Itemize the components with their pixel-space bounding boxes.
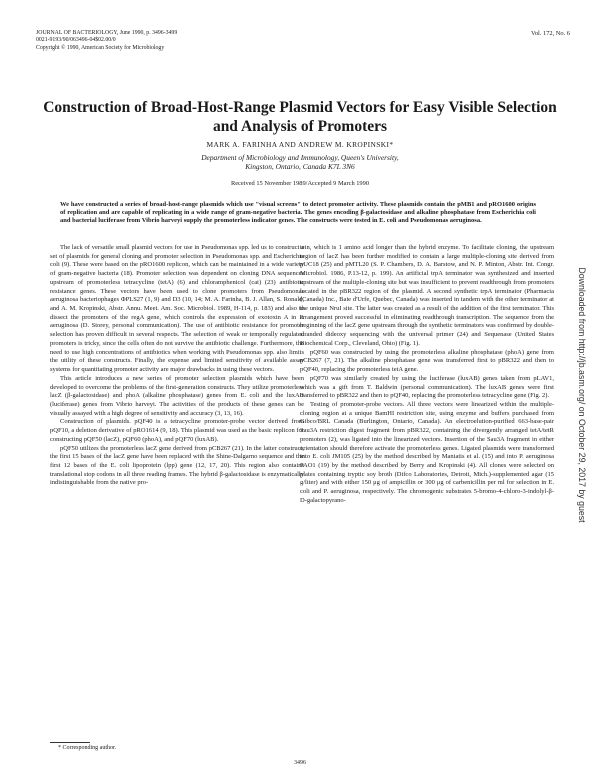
body-paragraph: pQF60 was constructed by using the promoterless alkaline phosphatase (phoA) gene from pCB267 (7, 21). The alkaline phosphatase gene was transferred first to pBR322 and then to pQF40, replacing the promoterless tetA gene. (300, 348, 554, 374)
body-paragraph: Testing of promoter-probe vectors. All three vectors were linearized within the multiple-cloning region at a unique BamHI restriction site, using enzyme and buffers purchased from Gibco/BRL Canada (Burlington, Ontario, Canada). An electroelution-purified 663-base-pair Sau3A restriction digest fragment from pBR322, containing the divergently arranged tetA/tetR promoters (2), was ligated into the linearized vectors. Insertion of the Sau3A fragment in either orientation should therefore activate the promoterless genes. Ligated plasmids were transformed into E. coli JM105 (25) by the method described by Maniatis et al. (15) and into P. aeruginosa PAO1 (19) by the method described by Berry and Kropinski (4). All clones were selected on plates containing tryptic soy broth (Difco Laboratories, Detroit, Mich.)-supplemented agar (15 g/liter) and with either 150 μg of ampicillin or 300 μg of carbenicillin per ml for selection in E. coli and P. aeruginosa, respectively. The chromogenic substrates 5-bromo-4-chloro-3-indolyl-β-D-galactopyrano- (300, 400, 554, 504)
article-title: Construction of Broad-Host-Range Plasmid Vectors for Easy Visible Selection and Analysis of Promoters (43, 99, 557, 135)
abstract: We have constructed a series of broad-host-range plasmids which use "visual screens" to detect promoter activity. These plasmids contain the pMB1 and pRO1600 origins of replication and are capable of replicating in a wide range of gram-negative bacteria. The genes encoding β-galactosidase and alkaline phosphatase from Escherichia coli and bacterial luciferase from Vibrio harveyi supply the promoterless indicator genes. The constructs were tested in E. coli and Pseudomonas aeruginosa. (60, 201, 536, 225)
body-paragraph: pQF70 was similarly created by using the luciferase (luxAB) genes taken from pLAV1, which was a gift from T. Baldwin (personal communication). The luxAB genes were first transferred to pBR322 and then to pQF40, replacing the promoterless tetracycline gene (Fig. 2). (300, 374, 554, 400)
download-watermark (575, 160, 589, 630)
body-paragraph: The lack of versatile small plasmid vectors for use in Pseudomonas spp. led us to construct a set of plasmids for general cloning and promoter selection in Pseudomonas spp. and Escherichia coli (9). These were based on the pRO1600 replicon, which can be maintained in a wide variety of gram-negative bacteria (18). Promoter selection was dependent on cloning DNA sequences upstream of promoterless tetracycline (tetA) (6) and chloramphenicol (cat) (23) antibiotic resistance genes. These vectors have been used to clone promoters from Pseudomonas aeruginosa bacteriophages ΦPLS27 (1, 9) and D3 (10, 14; M. A. Farinha, B. J. Allan, S. Ronald, and A. M. Kropinski, Abstr. Annu. Meet. Am. Soc. Microbiol. 1989, H-114, p. 183) and also to dissect the promoters of the regA gene, which controls the expression of exotoxin A in P. aeruginosa (D. Storey, personal communication). The use of antibiotic resistance for promoter selection has proven difficult in several respects. The selection of weak or temporally regulated promoters is tricky, since the cells often do not survive the antibiotic challenge. Furthermore, the need to use high concentrations of antibiotics when working with Pseudomonas spp. also limits the utility of these constructs. Finally, the expense and limited sensitivity of available assay systems for quantitating promoter activity are major drawbacks in using these vectors. (50, 244, 304, 374)
body-paragraph: Construction of plasmids. pQF40 is a tetracycline promoter-probe vector derived from pQF10, a deletion derivative of pRO1614 (9, 18). This plasmid was used as the basic replicon for constructing pQF50 (lacZ), pQF60 (phoA), and pQF70 (luxAB). (50, 418, 304, 443)
footnote-divider (50, 742, 90, 743)
received-dates: Received 15 November 1989/Accepted 9 March 1990 (230, 180, 370, 187)
body-paragraph: tein, which is 1 amino acid longer than the hybrid enzyme. To facilitate cloning, the upstream region of lacZ has been further modified to contain a large multiple-cloning site derived from pUC18 (25) and pMTL20 (S. P. Chambers, D. A. Barstow, and N. P. Minton, Abstr. Int. Congr. Microbiol. 1986, P.13-12, p. 199). An artificial trpA terminator was synthesized and inserted upstream of the multiple-cloning site but was insufficient to prevent readthrough from promoters located in the pBR322 region of the plasmid. A second synthetic trpA terminator (Pharmacia (Canada) Inc., Baie d'Urfe, Quebec, Canada) was inserted in tandem with the other terminator at the unique NruI site. The latter was created as a result of the addition of the first terminator. This arrangement proved successful in eliminating readthrough transcription. The sequence from the beginning of the lacZ gene upstream through the synthetic terminators was confirmed by double-stranded dideoxy sequencing with the universal primer (24) and Sequenase (United States Biochemical Corp., Cleveland, Ohio) (Fig. 1). (300, 244, 554, 347)
affiliation-line-1: Department of Microbiology and Immunology, Queen's University, (201, 153, 399, 162)
left-column (50, 244, 304, 488)
journal-citation: JOURNAL OF BACTERIOLOGY, June 1990, p. 3496-3499 (36, 30, 178, 36)
affiliation (40, 153, 560, 171)
copyright-line: Copyright © 1990, American Society for Microbiology (36, 44, 165, 51)
footnote: * Corresponding author. (58, 745, 117, 751)
author-list: MARK A. FARINHA AND ANDREW M. KROPINSKI* (206, 140, 394, 149)
body-paragraph: This article introduces a new series of promoter selection plasmids which have been developed to overcome the problems of the first-generation constructs. They utilize promoterless lacZ (β-galactosidase) and phoA (alkaline phosphatase) genes from E. coli and the luxAB (luciferase) genes from Vibrio harveyi. The activities of the products of these genes can be visually assayed with a high degree of sensitivity and accuracy (3, 13, 16). (50, 374, 304, 417)
issn-line: 0021-9193/90/063496-04$02.00/0 (36, 37, 116, 44)
journal-header (36, 30, 177, 52)
right-column (300, 244, 554, 506)
affiliation-line-2: Kingston, Ontario, Canada K7L 3N6 (245, 162, 355, 172)
page-number: 3496 (294, 760, 306, 766)
body-paragraph: pQF50 utilizes the promoterless lacZ gene derived from pCB267 (21). In the latter construct, the first 15 bases of the lacZ gene have been replaced with the Shine-Dalgarno sequence and the first 12 bases of the E. coli lipoprotein (lpp) gene (12, 17, 20). This region also contains translational stop codons in all three reading frames. The hybrid β-galactosidase is enzymatically indistinguishable from the native pro- (50, 444, 304, 487)
volume-label: Vol. 172, No. 6 (531, 30, 570, 37)
download-watermark-text: Downloaded from http://jb.asm.org/ on October 29, 2017 by guest (577, 267, 587, 523)
